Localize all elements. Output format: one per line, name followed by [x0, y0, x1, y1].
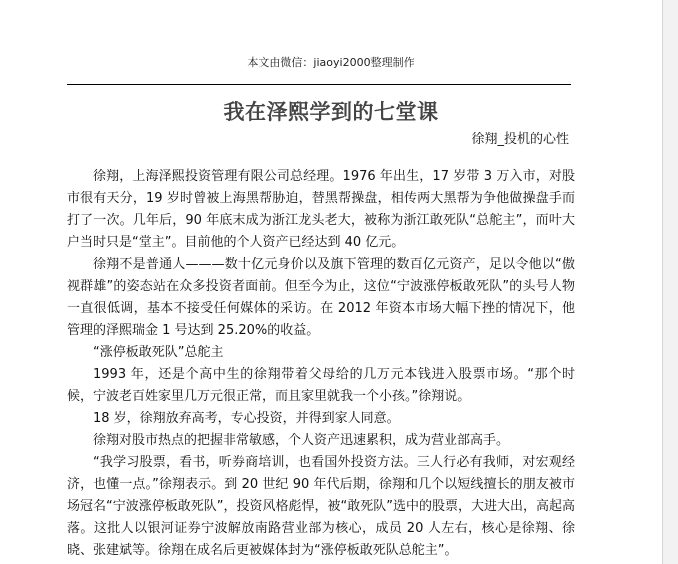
header-rule [67, 84, 571, 85]
section-heading: “涨停板敢死队”总舵主 [93, 345, 224, 360]
article-title: 我在泽熙学到的七堂课 [223, 100, 439, 124]
paragraph: “我学习股票，看书，听券商培训，也看国外投资方法。三人行必有我师，对宏观经济，也懂一点。”徐翔表示。到 20 世纪 90 年代后期，徐翔和几个以短线擅长的朋友被市场冠名“宁波涨停板敢死队”，投资风格彪悍，被“敢死队”选中的股票，大进大出，高起高落。这批人以银河证券宁波解放南路营业部为核心，成员 20 人左右，核心是徐翔、徐晓、张建斌等。徐翔在成名后更被媒体封为“涨停板敢死队总舵主”。 [67, 455, 575, 558]
paragraph: 1993 年，还是个高中生的徐翔带着父母给的几万元本钱进入股票市场。“那个时候，宁波老百姓家里几万元很正常，而且家里就我一个小孩。”徐翔说。 [67, 367, 575, 404]
source-note: 本文由微信：jiaoyi2000整理制作 [247, 56, 415, 69]
viewer-margin [662, 0, 678, 564]
paragraph: 18 岁，徐翔放弃高考，专心投资，并得到家人同意。 [93, 411, 400, 426]
article-body [67, 166, 575, 562]
paragraph: 徐翔不是普通人———数十亿元身价以及旗下管理的数百亿元资产，足以令他以“傲视群雄”的姿态站在众多投资者面前。但至今为止，这位“宁波涨停板敢死队”的头号人物一直很低调，基本不接受任何媒体的采访。在 2012 年资本市场大幅下挫的情况下，他管理的泽熙瑞金 1 号达到 25.20%的收益。 [67, 257, 575, 338]
paragraph: 徐翔对股市热点的把握非常敏感，个人资产迅速累积，成为营业部高手。 [93, 433, 510, 448]
article-byline: 徐翔_投机的心性 [471, 132, 569, 147]
paragraph: 徐翔，上海泽熙投资管理有限公司总经理。1976 年出生，17 岁带 3 万入市，对股市很有天分，19 岁时曾被上海黑帮胁迫，替黑帮操盘，相传两大黑帮为争他做操盘手而打了一次。几年后，90 年底末成为浙江龙头老大，被称为浙江敢死队“总舵主”，而叶大户当时只是“堂主”。目前他的个人资产已经达到 40 亿元。 [67, 169, 575, 250]
